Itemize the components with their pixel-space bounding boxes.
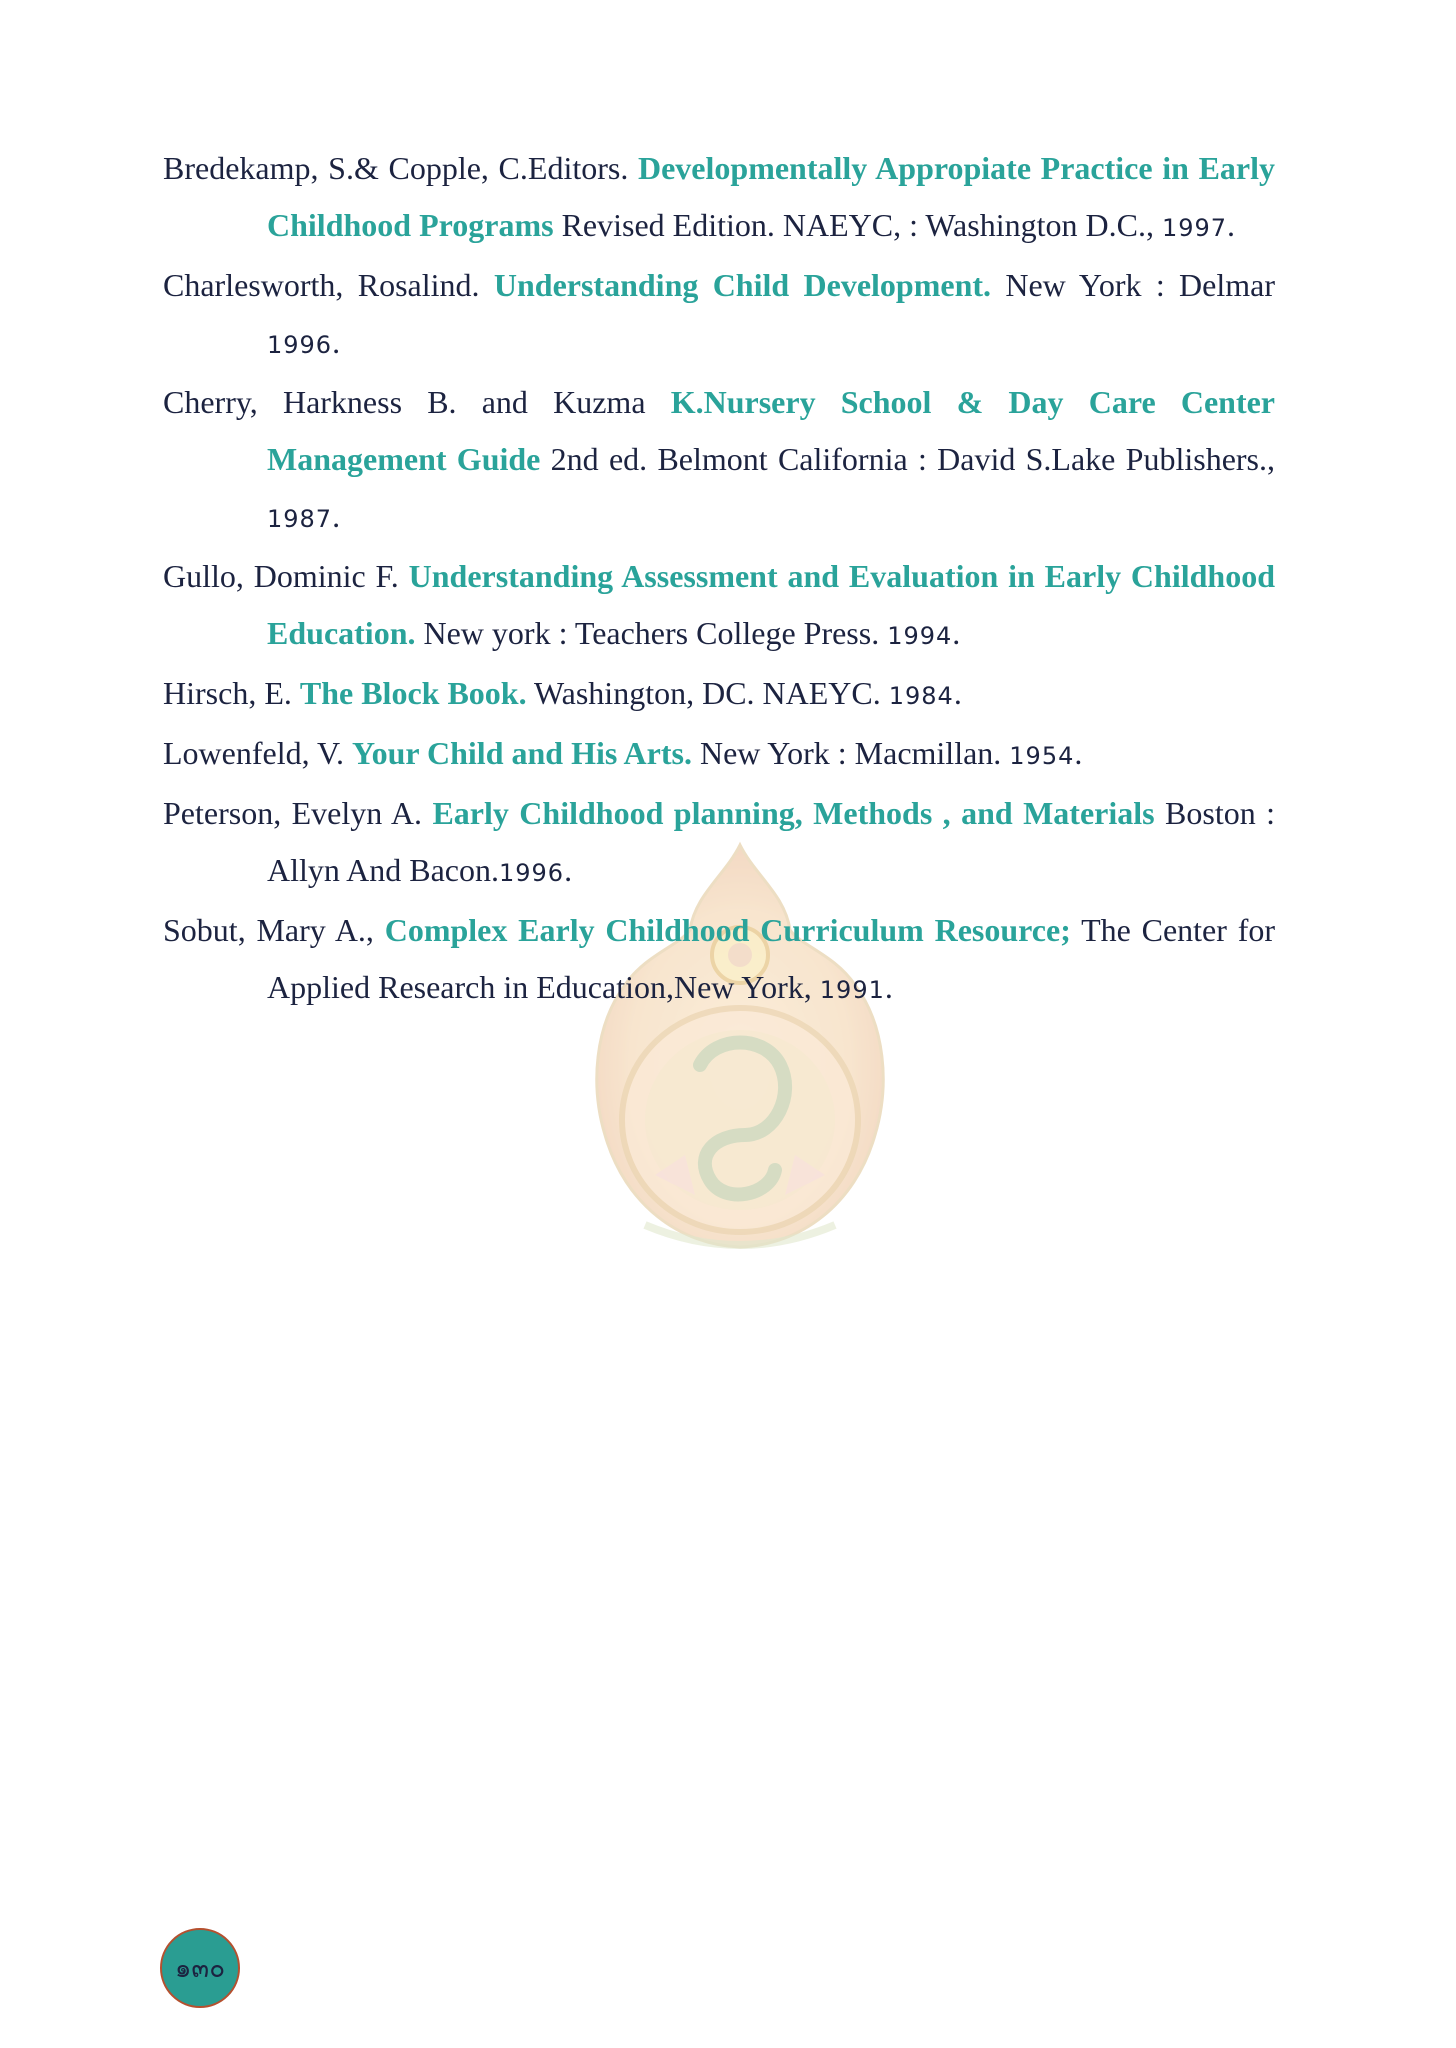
reference-entry [163,725,1275,785]
reference-publisher: Boston : Allyn And Bacon. [267,795,1276,888]
reference-year: 1994 [887,622,953,650]
reference-year: 1987 [267,505,333,533]
reference-entry [163,902,1275,1019]
page-number-badge [160,1928,240,2008]
reference-entry [163,140,1275,257]
reference-title: Your Child and His Arts. [352,735,692,771]
reference-period: . [1074,735,1083,771]
reference-period: . [884,969,893,1005]
reference-year: 1954 [1009,742,1075,770]
reference-author: Cherry, Harkness B. and Kuzma [163,384,671,420]
reference-publisher: 2nd ed. Belmont California : David S.Lake Publishers., [540,441,1276,477]
reference-publisher: New York : Delmar [991,267,1276,303]
reference-title: Understanding Child Development. [493,267,992,303]
reference-period: . [952,615,961,651]
reference-title: The Block Book. [299,675,527,711]
reference-author: Hirsch, E. [163,675,300,711]
reference-publisher: New york : Teachers College Press. [415,615,888,651]
reference-author: Charlesworth, Rosalind. [163,267,494,303]
reference-author: Bredekamp, S.& Copple, C.Editors. [163,150,638,186]
reference-period: . [953,675,962,711]
reference-period: . [564,852,573,888]
reference-year: 1996 [267,331,333,359]
reference-year: 1996 [498,859,565,887]
reference-entry [163,785,1275,902]
reference-publisher: Revised Edition. NAEYC, : Washington D.C., [553,207,1162,243]
reference-entry [163,665,1275,725]
reference-entry [163,257,1275,374]
reference-entry [163,374,1275,548]
reference-author: Lowenfeld, V. [163,735,353,771]
reference-publisher: The Center for Applied Research in Education,New York, [267,912,1276,1005]
reference-author: Sobut, Mary A., [163,912,385,948]
reference-publisher: New York : Macmillan. [691,735,1010,771]
reference-title: Developmentally Appropiate Practice in Early Childhood Programs [267,150,1275,243]
reference-period: . [1227,207,1236,243]
reference-list [163,140,1275,1019]
reference-year: 1991 [819,976,885,1004]
reference-title: Early Childhood planning, Methods , and Materials [432,795,1155,831]
reference-title: Complex Early Childhood Curriculum Resource; [384,912,1071,948]
reference-period: . [332,498,341,534]
reference-period: . [332,324,341,360]
page-number: ๑๓๐ [174,1953,226,1984]
reference-publisher: Washington, DC. NAEYC. [526,675,889,711]
reference-author: Peterson, Evelyn A. [163,795,433,831]
reference-year: 1984 [888,682,954,710]
reference-title: K.Nursery School & Day Care Center Management Guide [267,384,1276,477]
reference-author: Gullo, Dominic F. [163,558,409,594]
reference-entry [163,548,1275,665]
reference-title: Understanding Assessment and Evaluation in Early Childhood Education. [267,558,1275,651]
reference-year: 1997 [1161,214,1228,242]
